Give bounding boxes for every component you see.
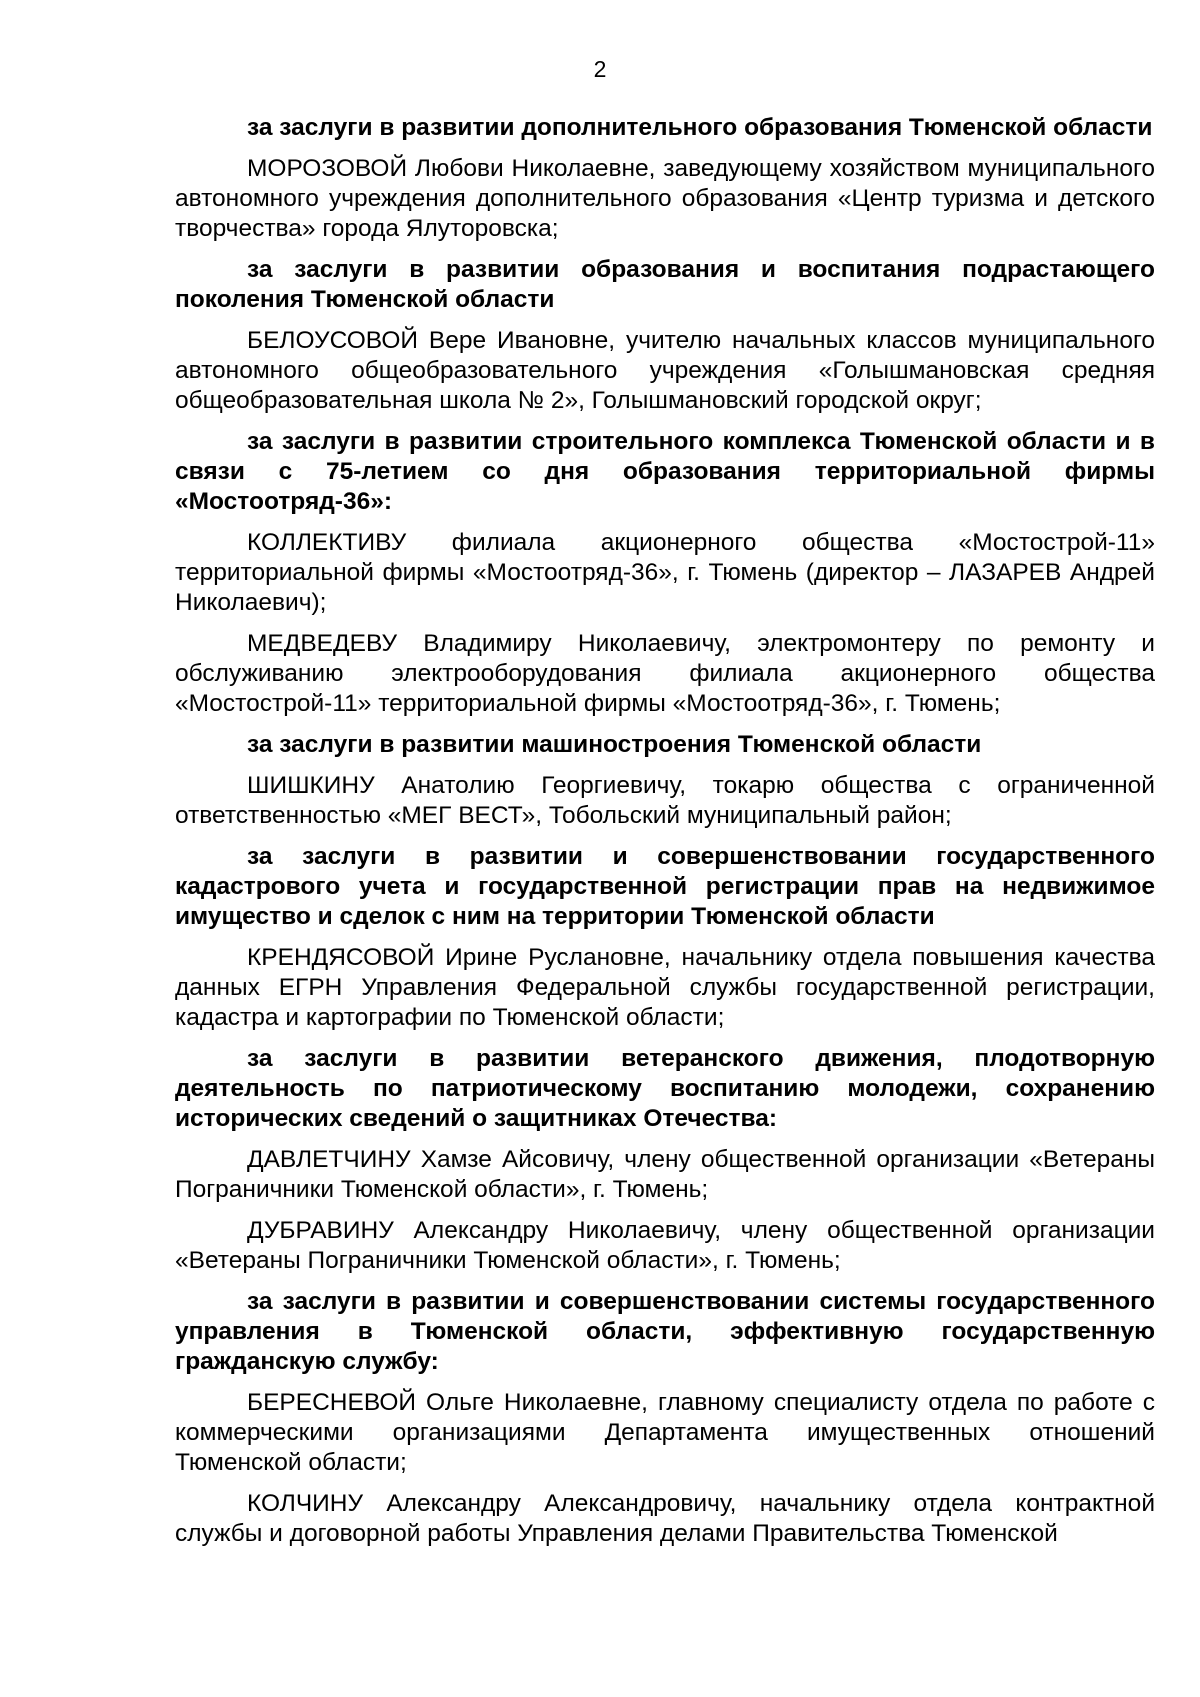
section-heading: за заслуги в развитии строительного комплекса Тюменской области и в связи с 75-летием со дня образования территориальной фирмы «Мостоотряд-36»: — [175, 428, 1155, 515]
award-section-education-upbringing — [175, 255, 1155, 416]
award-entry: КОЛЛЕКТИВУ филиала акционерного общества «Мостострой-11» территориальной фирмы «Мостоотряд-36», г. Тюмень (директор – ЛАЗАРЕВ Андрей Николаевич); — [175, 529, 1155, 616]
section-heading: за заслуги в развитии машиностроения Тюменской области — [247, 731, 982, 758]
award-entry: КОЛЧИНУ Александру Александровичу, начальнику отдела контрактной службы и договорной работы Управления делами Правительства Тюменской — [175, 1490, 1155, 1547]
section-heading: за заслуги в развитии дополнительного образования Тюменской области — [247, 114, 1153, 141]
section-heading: за заслуги в развитии ветеранского движения, плодотворную деятельность по патриотическому воспитанию молодежи, сохранению исторических сведений о защитниках Отечества: — [175, 1045, 1155, 1132]
award-entry: ДУБРАВИНУ Александру Николаевичу, члену общественной организации «Ветераны Пограничники Тюменской области», г. Тюмень; — [175, 1217, 1155, 1274]
award-entry: КРЕНДЯСОВОЙ Ирине Руслановне, начальнику отдела повышения качества данных ЕГРН Управления Федеральной службы государственной регистрации, кадастра и картографии по Тюменской области; — [175, 944, 1155, 1031]
award-section-machine-building — [175, 730, 1155, 831]
award-entry: МОРОЗОВОЙ Любови Николаевне, заведующему хозяйством муниципального автономного учреждения дополнительного образования «Центр туризма и детского творчества» города Ялуторовска; — [175, 155, 1155, 242]
section-heading: за заслуги в развитии и совершенствовании системы государственного управления в Тюменской области, эффективную государственную гражданскую службу: — [175, 1288, 1155, 1375]
award-section-additional-education — [175, 113, 1155, 244]
award-entry: ШИШКИНУ Анатолию Георгиевичу, токарю общества с ограниченной ответственностью «МЕГ ВЕСТ», Тобольский муниципальный район; — [175, 772, 1155, 829]
award-section-cadastre — [175, 842, 1155, 1033]
award-entry: МЕДВЕДЕВУ Владимиру Николаевичу, электромонтеру по ремонту и обслуживанию электрооборудования филиала акционерного общества «Мостострой-11» территориальной фирмы «Мостоотряд-36», г. Тюмень; — [175, 630, 1155, 717]
award-entry: ДАВЛЕТЧИНУ Хамзе Айсовичу, члену общественной организации «Ветераны Пограничники Тюменской области», г. Тюмень; — [175, 1146, 1155, 1203]
award-entry: БЕРЕСНЕВОЙ Ольге Николаевне, главному специалисту отдела по работе с коммерческими организациями Департамента имущественных отношений Тюменской области; — [175, 1389, 1155, 1476]
award-section-construction — [175, 427, 1155, 719]
page-number: 2 — [593, 56, 607, 82]
award-section-public-administration — [175, 1287, 1155, 1549]
award-entry: БЕЛОУСОВОЙ Вере Ивановне, учителю начальных классов муниципального автономного общеобразовательного учреждения «Голышмановская средняя общеобразовательная школа № 2», Голышмановский городской округ; — [175, 327, 1155, 414]
section-heading: за заслуги в развитии образования и воспитания подрастающего поколения Тюменской области — [175, 256, 1155, 313]
section-heading: за заслуги в развитии и совершенствовании государственного кадастрового учета и государственной регистрации прав на недвижимое имущество и сделок с ним на территории Тюменской области — [175, 843, 1155, 930]
document-body — [175, 113, 1155, 1560]
award-section-veterans — [175, 1044, 1155, 1276]
